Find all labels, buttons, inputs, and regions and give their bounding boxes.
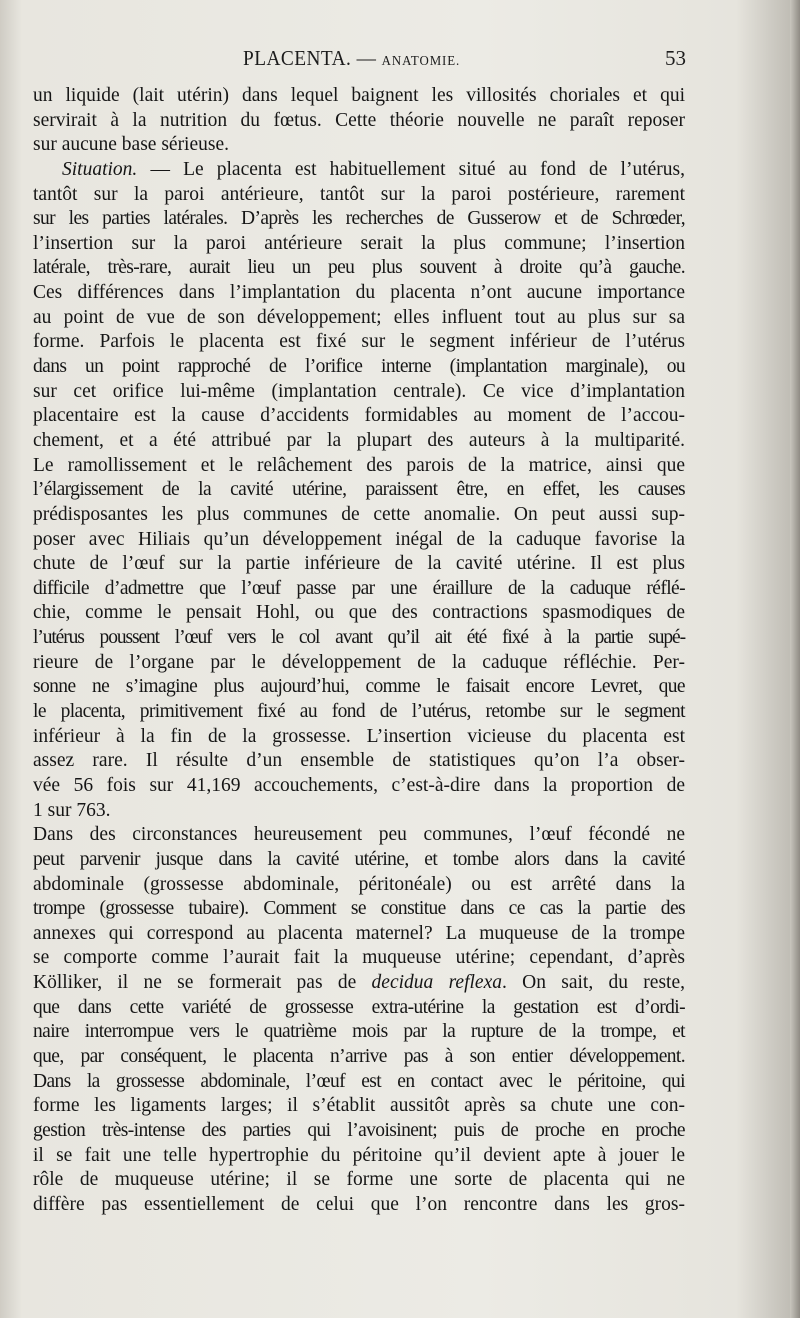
line-start: Kölliker, il ne se formerait pas de [33, 972, 357, 994]
text-line: forme les ligaments larges; il s’établit aussitôt après sa chute une con- [33, 1095, 685, 1117]
text-line: chute de l’œuf sur la partie inférieure de la cavité utérine. Il est plus [33, 553, 685, 575]
text-line: Dans la grossesse abdominale, l’œuf est en contact avec le péritoine, qui [33, 1070, 685, 1092]
text-line: chement, et a été attribué par la plupart des auteurs à la multiparité. [33, 429, 685, 451]
text-line: naire interrompue vers le quatrième mois par la rupture de la trompe, et [33, 1021, 685, 1043]
text-line: sur aucune base sérieuse. [33, 134, 229, 156]
text-line: le placenta, primitivement fixé au fond de l’utérus, retombe sur le segment [33, 701, 685, 723]
running-head-title [243, 46, 460, 71]
text-line: vée 56 fois sur 41,169 accouchements, c’est-à-dire dans la proportion de [33, 774, 685, 796]
text-line: sur les parties latérales. D’après les recherches de Gusserow et de Schrœder, [33, 208, 685, 230]
running-header [0, 46, 800, 86]
text-line: assez rare. Il résulte d’un ensemble de statistiques qu’on l’a obser- [33, 750, 685, 772]
text-line: se comporte comme l’aurait fait la muqueuse utérine; cependant, d’après [33, 947, 685, 969]
text-line: prédisposantes les plus communes de cette anomalie. On peut aussi sup- [33, 503, 685, 525]
text-line: l’insertion sur la paroi antérieure serait la plus commune; l’insertion [33, 232, 685, 254]
text-line: tantôt sur la paroi antérieure, tantôt sur la paroi postérieure, rarement [33, 183, 685, 205]
text-line: inférieur à la fin de la grossesse. L’insertion vicieuse du placenta est [33, 725, 685, 747]
italic-decidua-reflexa: decidua reflexa [371, 972, 502, 994]
italic-situation: Situation. [62, 158, 138, 180]
header-section: ANATOMIE. [381, 54, 461, 69]
text-line: servirait à la nutrition du fœtus. Cette théorie nouvelle ne paraît reposer [33, 109, 685, 131]
text-line: sur cet orifice lui-même (implantation centrale). Ce vice d’implantation [33, 380, 685, 402]
page-edge-shadow [790, 0, 800, 1318]
text-line [33, 158, 685, 183]
text-line: gestion très-intense des parties qui l’avoisinent; puis de proche en proche [33, 1119, 685, 1141]
text-line: peut parvenir jusque dans la cavité utérine, et tombe alors dans la cavité [33, 848, 685, 870]
text-line: 1 sur 763. [33, 799, 111, 821]
text-line: que, par conséquent, le placenta n’arrive pas à son entier développement. [33, 1045, 685, 1067]
header-title: PLACENTA. [243, 46, 352, 70]
text-line: annexes qui correspond au placenta maternel? La muqueuse de la trompe [33, 922, 685, 944]
text-line [33, 971, 685, 996]
text-line: latérale, très-rare, aurait lieu un peu plus souvent à droite qu’à gauche. [33, 257, 685, 279]
text-line: forme. Parfois le placenta est fixé sur le segment inférieur de l’utérus [33, 331, 685, 353]
text-line: abdominale (grossesse abdominale, péritonéale) ou est arrêté dans la [33, 873, 685, 895]
header-dash: — [356, 46, 377, 70]
text-line: au point de vue de son développement; elles influent tout au plus sur sa [33, 306, 685, 328]
text-line: que dans cette variété de grossesse extra-utérine la gestation est d’ordi- [33, 996, 685, 1018]
text-line: l’utérus poussent l’œuf vers le col avant qu’il ait été fixé à la partie supé- [33, 627, 685, 649]
text-line: rôle de muqueuse utérine; il se forme une sorte de placenta qui ne [33, 1169, 685, 1191]
text-line: Ces différences dans l’implantation du placenta n’ont aucune importance [33, 282, 685, 304]
text-line: sonne ne s’imagine plus aujourd’hui, comme le faisait encore Levret, que [33, 676, 685, 698]
line-rest: — Le placenta est habituellement situé au fond de l’utérus, [150, 158, 686, 180]
line-end: . On sait, du reste, [501, 972, 685, 994]
text-line: dans un point rapproché de l’orifice interne (implantation marginale), ou [33, 356, 685, 378]
text-line: poser avec Hiliais qu’un développement inégal de la caduque favorise la [33, 528, 685, 550]
page-number: 53 [665, 46, 686, 70]
text-line: Le ramollissement et le relâchement des parois de la matrice, ainsi que [33, 454, 685, 476]
text-line: un liquide (lait utérin) dans lequel baignent les villosités choriales et qui [33, 85, 685, 106]
text-line: difficile d’admettre que l’œuf passe par une éraillure de la caduque réflé- [33, 577, 685, 599]
text-line: diffère pas essentiellement de celui que l’on rencontre dans les gros- [33, 1193, 685, 1215]
text-line: Dans des circonstances heureusement peu communes, l’œuf fécondé ne [33, 824, 685, 846]
text-line: placentaire est la cause d’accidents formidables au moment de l’accou- [33, 405, 685, 427]
text-line: chie, comme le pensait Hohl, ou que des contractions spasmodiques de [33, 602, 685, 624]
text-line: l’élargissement de la cavité utérine, paraissent être, en effet, les causes [33, 479, 685, 501]
text-line: trompe (grossesse tubaire). Comment se constitue dans ce cas la partie des [33, 898, 685, 920]
body-text [33, 84, 685, 1217]
text-line: il se fait une telle hypertrophie du péritoine qu’il devient apte à jouer le [33, 1144, 685, 1166]
text-line: rieure de l’organe par le développement de la caduque réfléchie. Per- [33, 651, 685, 673]
